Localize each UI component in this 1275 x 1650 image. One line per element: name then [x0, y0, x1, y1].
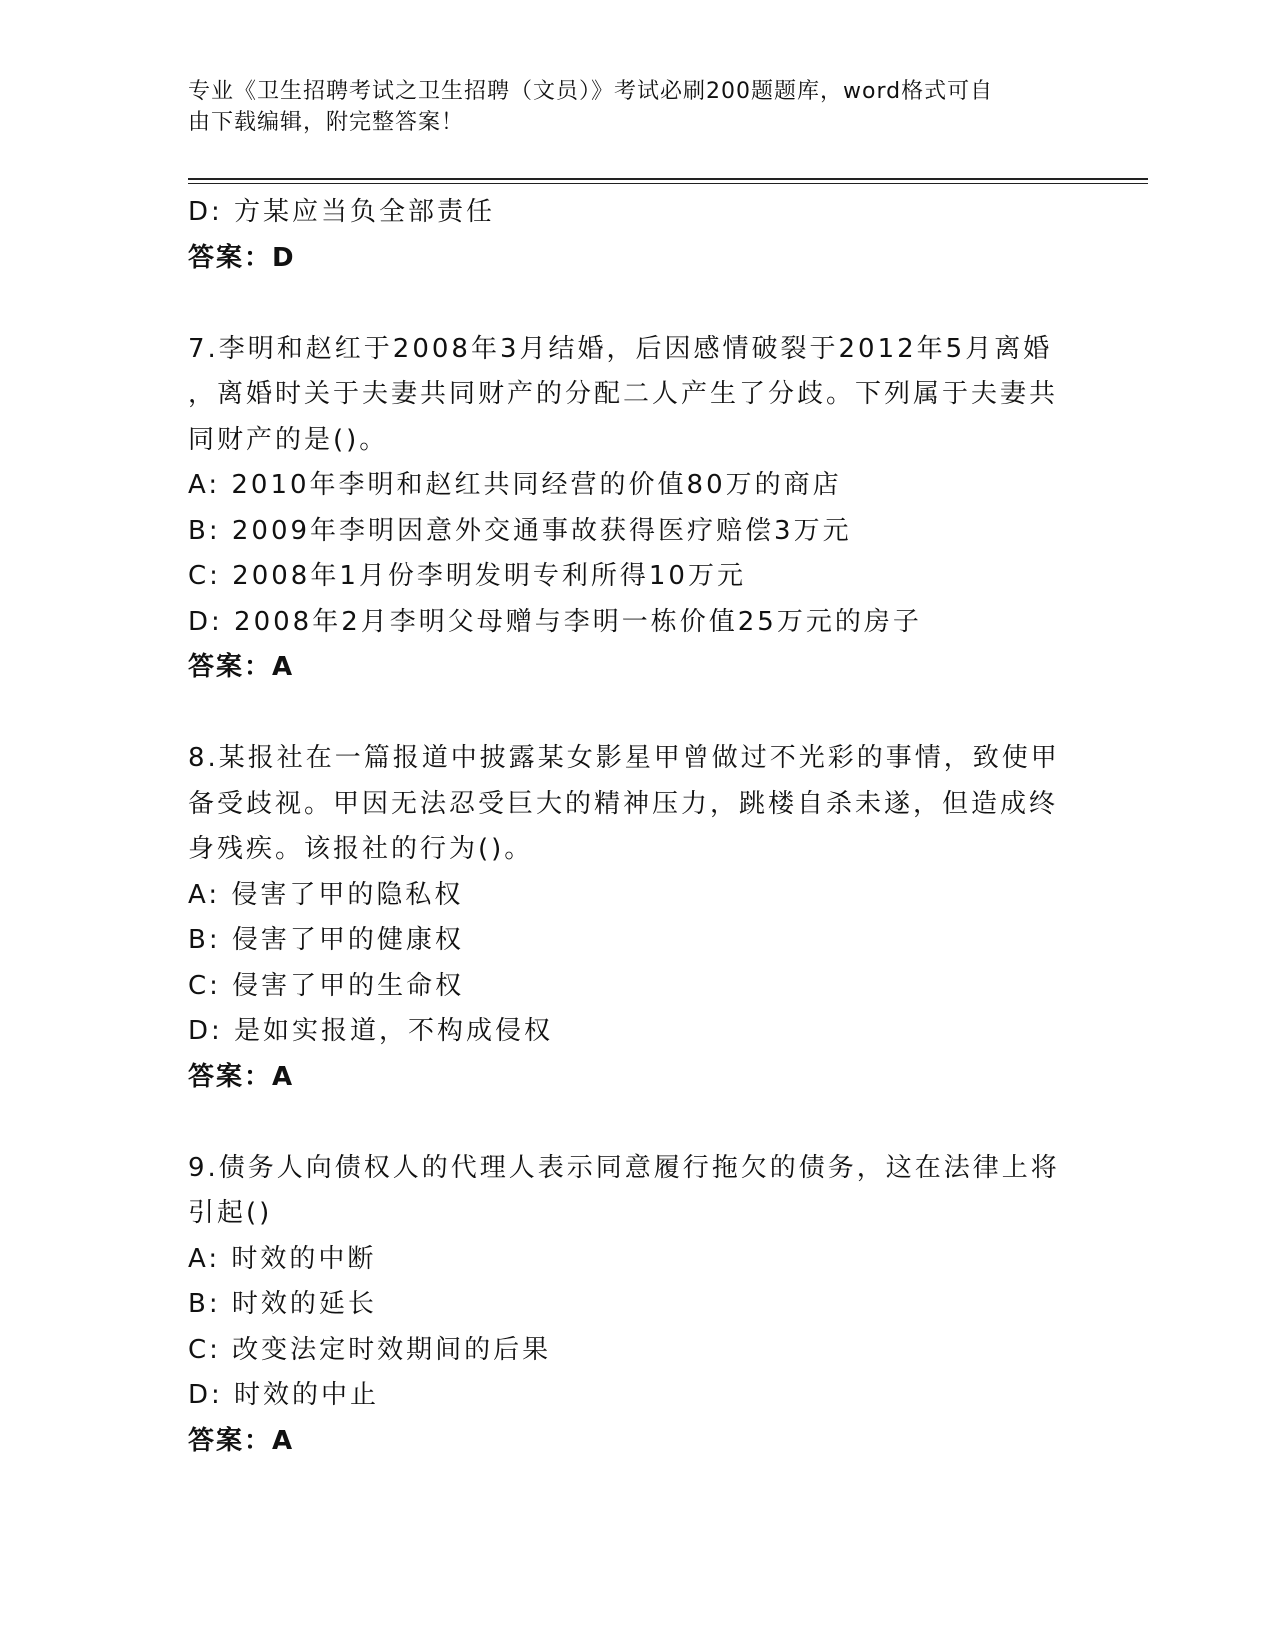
spacer: [188, 691, 1068, 737]
question-stem: 身残疾。该报社的行为()。: [188, 834, 534, 864]
option-d: D: 方某应当负全部责任: [188, 197, 496, 227]
option-b: B: 时效的延长: [188, 1289, 377, 1319]
option-d: D: 是如实报道，不构成侵权: [188, 1016, 554, 1046]
question-stem: 同财产的是()。: [188, 424, 389, 455]
header-line-2: 由下载编辑，附完整答案！: [188, 110, 465, 135]
question-stem: 备受歧视。甲因无法忍受巨大的精神压力，跳楼自杀未遂，但造成终: [188, 788, 1059, 819]
header-line-1: 专业《卫生招聘考试之卫生招聘（文员）》考试必刷200题题库，word格式可自: [188, 79, 994, 104]
answer-label: 答案：D: [188, 242, 296, 273]
header-divider-thick: [188, 178, 1148, 180]
answer-label: 答案：A: [188, 1061, 295, 1092]
question-9: [188, 1146, 1068, 1465]
option-a: A: 侵害了甲的隐私权: [188, 879, 464, 910]
question-stem: ，离婚时关于夫妻共同财产的分配二人产生了分歧。下列属于夫妻共: [188, 379, 1059, 409]
option-d: D: 时效的中止: [188, 1380, 380, 1410]
question-stem: 8.某报社在一篇报道中披露某女影星甲曾做过不光彩的事情，致使甲: [188, 743, 1060, 773]
option-c: C: 改变法定时效期间的后果: [188, 1334, 552, 1365]
answer-label: 答案：A: [188, 1425, 295, 1456]
option-a: A: 时效的中断: [188, 1243, 377, 1274]
option-c: C: 侵害了甲的生命权: [188, 970, 465, 1001]
document-header: [188, 76, 1068, 138]
question-7: [188, 327, 1068, 691]
option-b: B: 2009年李明因意外交通事故获得医疗赔偿3万元: [188, 515, 852, 546]
question-stem: 引起(): [188, 1198, 273, 1228]
answer-label: 答案：A: [188, 652, 295, 682]
question-8: [188, 736, 1068, 1100]
question-stem: 9.债务人向债权人的代理人表示同意履行拖欠的债务，这在法律上将: [188, 1152, 1060, 1183]
option-a: A: 2010年李明和赵红共同经营的价值80万的商店: [188, 470, 842, 500]
previous-question-tail: [188, 190, 1068, 281]
header-divider-thin: [188, 183, 1148, 184]
option-b: B: 侵害了甲的健康权: [188, 925, 464, 955]
spacer: [188, 281, 1068, 327]
spacer: [188, 1100, 1068, 1146]
question-stem: 7.李明和赵红于2008年3月结婚，后因感情破裂于2012年5月离婚: [188, 333, 1053, 364]
option-d: D: 2008年2月李明父母赠与李明一栋价值25万元的房子: [188, 606, 922, 637]
question-list: [188, 190, 1068, 1464]
option-c: C: 2008年1月份李明发明专利所得10万元: [188, 561, 746, 591]
